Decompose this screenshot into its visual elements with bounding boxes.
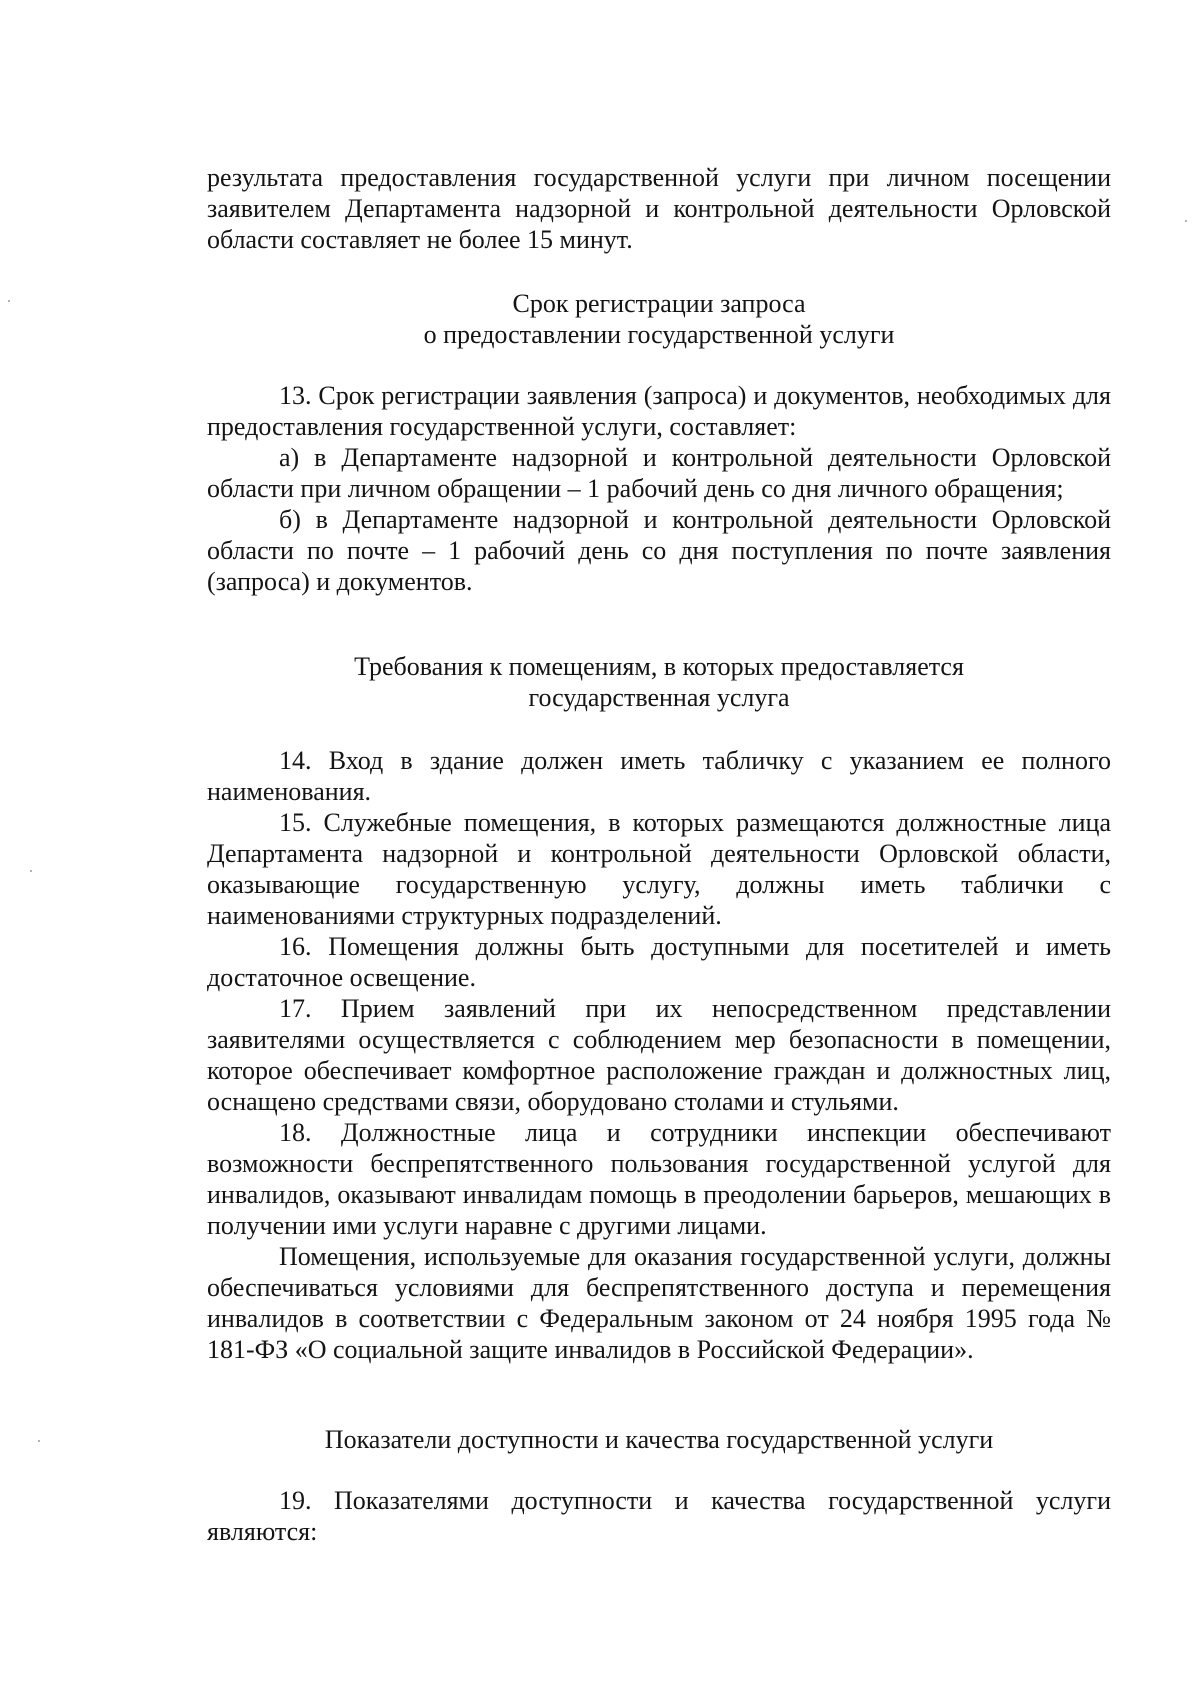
scan-speck [1185, 220, 1187, 222]
registration-body [207, 380, 1111, 597]
indicators-body [207, 1485, 1111, 1547]
indicators-heading-line: Показатели доступности и качества государственной услуги [324, 1425, 994, 1454]
paragraph-13b: б) в Департаменте надзорной и контрольной деятельности Орловской области по почте – 1 рабочий день со дня поступления по почте заявления (запроса) и документов. [207, 505, 1111, 596]
registration-heading-line1: Срок регистрации запроса [512, 289, 806, 318]
paragraph-15: 15. Служебные помещения, в которых размещаются должностные лица Департамента надзорной и контрольной деятельности Орловской области, оказывающие государственную услугу, должны иметь таблички с наименованиями структурных подразделений. [207, 808, 1111, 930]
scan-speck [38, 1440, 40, 1442]
paragraph-13: 13. Срок регистрации заявления (запроса) и документов, необходимых для предоставления государственной услуги, составляет: [207, 381, 1111, 441]
paragraph-19: 19. Показателями доступности и качества государственной услуги являются: [207, 1486, 1111, 1546]
registration-heading [207, 288, 1111, 350]
premises-body [207, 745, 1111, 1365]
premises-heading-line1: Требования к помещениям, в которых предоставляется [354, 652, 964, 681]
scan-speck [30, 870, 32, 872]
premises-heading-line2: государственная услуга [528, 683, 790, 712]
paragraph-16: 16. Помещения должны быть доступными для посетителей и иметь достаточное освещение. [207, 932, 1111, 992]
paragraph-13a: а) в Департаменте надзорной и контрольной деятельности Орловской области при личном обращении – 1 рабочий день со дня личного обращения; [207, 443, 1111, 503]
paragraph-18: 18. Должностные лица и сотрудники инспекции обеспечивают возможности беспрепятственного пользования государственной услугой для инвалидов, оказывают инвалидам помощь в преодолении барьеров, мешающих в получении ими услуги наравне с другими лицами. [207, 1118, 1111, 1240]
premises-heading [207, 651, 1111, 713]
paragraph-18-premises: Помещения, используемые для оказания государственной услуги, должны обеспечиваться условиями для беспрепятственного доступа и перемещения инвалидов в соответствии с Федеральным законом от 24 ноября 1995 года № 181-ФЗ «О социальной защите инвалидов в Российской Федерации». [207, 1242, 1111, 1364]
registration-heading-line2: о предоставлении государственной услуги [423, 320, 895, 349]
scan-speck [8, 300, 10, 302]
indicators-heading [207, 1424, 1111, 1455]
intro-block [207, 162, 1111, 255]
intro-paragraph: результата предоставления государственной услуги при личном посещении заявителем Департамента надзорной и контрольной деятельности Орловской области составляет не более 15 минут. [207, 163, 1111, 254]
paragraph-17: 17. Прием заявлений при их непосредственном представлении заявителями осуществляется с соблюдением мер безопасности в помещении, которое обеспечивает комфортное расположение граждан и должностных лиц, оснащено средствами связи, оборудовано столами и стульями. [207, 994, 1111, 1116]
paragraph-14: 14. Вход в здание должен иметь табличку с указанием ее полного наименования. [207, 746, 1111, 806]
